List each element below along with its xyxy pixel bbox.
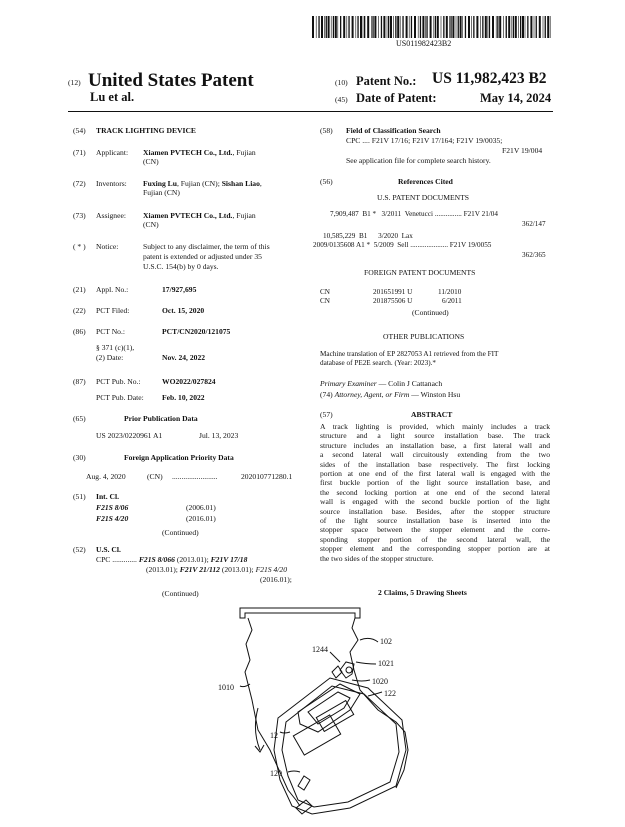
int-cl-1-year: (2006.01)	[186, 503, 216, 512]
barcode-bar	[441, 16, 442, 38]
us-cl-cpc-line-3: (2016.01);	[260, 575, 292, 584]
appl-no: 17/927,695	[162, 285, 197, 294]
primary-examiner: Primary Examiner — Colin J Cattanach	[320, 379, 443, 388]
mount-block	[298, 684, 360, 732]
barcode-bar	[383, 16, 385, 38]
label-1010: 1010	[218, 683, 234, 692]
code-58: (58)	[320, 126, 333, 135]
barcode-bar	[530, 16, 532, 38]
abstract-line: the two sides of the stopper structure.	[320, 553, 434, 563]
pct-filed: Oct. 15, 2020	[162, 306, 205, 315]
barcode-bar	[356, 16, 357, 38]
side-latch-2	[296, 800, 312, 814]
leader-102	[360, 638, 378, 642]
barcode-bar	[508, 16, 510, 38]
barcode-bar	[543, 16, 544, 38]
barcode-bar	[449, 16, 450, 38]
assignee-country: (CN)	[143, 220, 159, 229]
housing	[274, 678, 406, 814]
label-1244: 1244	[312, 645, 328, 654]
date-label: Date of Patent:	[356, 91, 437, 105]
barcode-bar	[527, 16, 528, 38]
barcode-bar	[381, 16, 382, 38]
barcode-bar	[338, 16, 339, 38]
barcode-bar	[328, 16, 330, 38]
barcode-bar	[452, 16, 454, 38]
barcode-bar	[331, 16, 332, 38]
barcode-bar	[522, 16, 524, 38]
pct-pub-no-label: PCT Pub. No.:	[96, 377, 141, 386]
code-65: (65)	[73, 414, 86, 423]
code-72: (72)	[73, 179, 86, 188]
code-87: (87)	[73, 377, 86, 386]
barcode-bar	[409, 16, 410, 38]
foreign-priority-heading: Foreign Application Priority Data	[124, 453, 234, 462]
patent-figure	[200, 600, 440, 822]
side-latch	[298, 776, 310, 790]
foreign-ref-no: 201651991 U	[373, 288, 413, 296]
barcode-bar	[393, 16, 394, 38]
code-30: (30)	[73, 453, 86, 462]
code-21: (21)	[73, 285, 86, 294]
us-ref-class-2: 362/365	[522, 251, 546, 259]
barcode-bar	[335, 16, 337, 38]
inventor-short: Lu et al.	[90, 90, 135, 104]
barcode-bar	[363, 16, 364, 38]
notice-label: Notice:	[96, 242, 119, 251]
code-star: ( * )	[73, 242, 86, 251]
patent-no-label: Patent No.:	[356, 74, 417, 88]
barcode-bar	[316, 16, 317, 38]
barcode-bar	[550, 16, 551, 38]
abstract-line: the second locking portion at one end of the second lateral	[320, 487, 550, 497]
prior-pub-date: Jul. 13, 2023	[199, 431, 239, 440]
prior-pub-heading: Prior Publication Data	[124, 414, 198, 423]
label-102: 102	[380, 637, 392, 646]
abstract-line: a second lateral wall circuitously extending from the two	[320, 450, 550, 460]
notice-line-1: Subject to any disclaimer, the term of this	[143, 242, 270, 251]
barcode-bar	[492, 16, 494, 38]
pct-pub-date: Feb. 10, 2022	[162, 393, 205, 402]
other-pub-line-2: database of PE2E search. (Year: 2023).*	[320, 359, 437, 367]
assignee-label: Assignee:	[96, 211, 126, 220]
driver-box	[293, 715, 340, 755]
code-45: (45)	[335, 95, 348, 104]
barcode-bar	[321, 16, 323, 38]
other-pub-line-1: Machine translation of EP 2827053 A1 retrieved from the FIT	[320, 350, 499, 358]
barcode	[312, 16, 552, 38]
barcode-bar	[497, 16, 498, 38]
barcode-bar	[534, 16, 535, 38]
leader-1021	[356, 662, 376, 664]
patent-number: US 11,982,423 B2	[432, 70, 547, 87]
header-rule	[68, 111, 553, 112]
barcode-bar	[512, 16, 513, 38]
barcode-bar	[343, 16, 345, 38]
int-cl-1: F21S 8/06	[96, 503, 129, 512]
barcode-bar	[462, 16, 463, 38]
pct-filed-label: PCT Filed:	[96, 306, 130, 315]
code-52: (52)	[73, 545, 86, 554]
barcode-bar	[312, 16, 314, 38]
barcode-bar	[503, 16, 504, 38]
pct-no-label: PCT No.:	[96, 327, 125, 336]
barcode-bar	[513, 16, 514, 38]
pct-no: PCT/CN2020/121075	[162, 327, 231, 336]
barcode-bar	[480, 16, 481, 38]
code-56: (56)	[320, 177, 333, 186]
us-cl-label: U.S. Cl.	[96, 545, 121, 554]
field-search-heading: Field of Classification Search	[346, 126, 441, 135]
abstract-line: sides of the installation base respectively. The first locking	[320, 459, 550, 469]
barcode-bar	[318, 16, 319, 38]
applicant-value: Xiamen PVTECH Co., Ltd., Fujian	[143, 148, 256, 157]
barcode-bar	[435, 16, 436, 38]
notice-line-3: U.S.C. 154(b) by 0 days.	[143, 262, 219, 271]
notice-line-2: patent is extended or adjusted under 35	[143, 252, 262, 261]
patent-date: May 14, 2024	[480, 91, 552, 105]
barcode-bar	[539, 16, 541, 38]
abstract-line: portion at one end of the first lateral wall is engaged with the	[320, 469, 550, 479]
pivot-circle	[346, 667, 352, 673]
barcode-bar	[418, 16, 419, 38]
code-22: (22)	[73, 306, 86, 315]
track-outline	[240, 608, 360, 618]
leader-120	[288, 771, 300, 772]
field-search-line-1: CPC .... F21V 17/16; F21V 17/164; F21V 19/0035;	[346, 136, 503, 145]
barcode-bar	[506, 16, 507, 38]
label-120: 120	[270, 769, 282, 778]
leader-122	[368, 692, 382, 696]
barcode-bar	[473, 16, 474, 38]
barcode-bar	[450, 16, 451, 38]
mount-block-inner	[308, 692, 350, 724]
code-10: (10)	[335, 78, 348, 87]
code-12: (12)	[68, 78, 81, 87]
abstract-line: first buckle portion of the light source installation base, and	[320, 478, 550, 488]
inventor-2-location: Fujian (CN)	[143, 188, 180, 197]
label-122: 122	[384, 689, 396, 698]
us-cl-cpc-line-1: CPC ............. F21S 8/066 (2013.01); F21V 17/18	[96, 555, 248, 564]
barcode-bar	[326, 16, 327, 38]
code-86: (86)	[73, 327, 86, 336]
foreign-ref-no: 201875506 U	[373, 297, 413, 305]
s371-line-1: § 371 (c)(1),	[96, 343, 135, 352]
barcode-bar	[388, 16, 389, 38]
field-search-line-2: F21V 19/004	[502, 146, 543, 155]
barcode-bar	[536, 16, 537, 38]
barcode-bar	[402, 16, 403, 38]
barcode-bar	[460, 16, 462, 38]
barcode-bar	[397, 16, 399, 38]
us-ref-row: 2009/0135608 A1 * 5/2009 Sell ..................... F21V 19/0055	[313, 241, 492, 249]
s371-date: Nov. 24, 2022	[162, 353, 206, 362]
barcode-bar	[468, 16, 470, 38]
barcode-bar	[348, 16, 349, 38]
int-cl-2-year: (2016.01)	[186, 514, 216, 523]
abstract-line: structure and a light source installation base. The track	[320, 431, 550, 441]
barcode-bar	[390, 16, 392, 38]
barcode-bar	[426, 16, 427, 38]
refs-continued: (Continued)	[412, 308, 449, 317]
barcode-bar	[411, 16, 412, 38]
label-1021: 1021	[378, 659, 394, 668]
abstract-line: wall is engaged with the second buckle portion of the light	[320, 497, 550, 507]
barcode-bar	[422, 16, 424, 38]
abstract-line: stopper element and the corresponding stopper portion are at	[320, 544, 550, 554]
attorney: (74) Attorney, Agent, or Firm — Winston Hsu	[320, 390, 461, 399]
code-51: (51)	[73, 492, 86, 501]
spring-detail	[332, 666, 342, 678]
driver-box-2	[316, 701, 353, 732]
field-search-line-3: See application file for complete search history.	[346, 156, 491, 165]
us-cl-continued: (Continued)	[162, 589, 199, 598]
barcode-bar	[371, 16, 372, 38]
barcode-bar	[333, 16, 334, 38]
barcode-bar	[489, 16, 490, 38]
barcode-bar	[471, 16, 472, 38]
foreign-docs-heading: FOREIGN PATENT DOCUMENTS	[364, 268, 476, 277]
barcode-bar	[352, 16, 354, 38]
foreign-ref-row: CN	[320, 297, 330, 305]
applicant-country: (CN)	[143, 157, 159, 166]
track-right-wall	[350, 618, 408, 788]
barcode-bar	[324, 16, 325, 38]
barcode-bar	[357, 16, 358, 38]
us-ref-row: 10,585,229 B1 3/2020 Lax	[323, 232, 413, 240]
us-ref-class-2: 362/147	[522, 220, 546, 228]
pct-pub-no: WO2022/027824	[162, 377, 216, 386]
abstract-line: A track lighting is provided, which mainly includes a track	[320, 422, 550, 431]
leader-1020	[352, 680, 370, 681]
barcode-bar	[518, 16, 519, 38]
barcode-bar	[374, 16, 376, 38]
barcode-bar	[414, 16, 416, 38]
barcode-bar	[360, 16, 362, 38]
barcode-bar	[406, 16, 408, 38]
barcode-bar	[456, 16, 457, 38]
prior-pub-no: US 2023/0220961 A1	[96, 431, 163, 440]
label-1020: 1020	[372, 677, 388, 686]
applicant-label: Applicant:	[96, 148, 129, 157]
code-71: (71)	[73, 148, 86, 157]
int-cl-label: Int. Cl.	[96, 492, 119, 501]
barcode-bar	[446, 16, 448, 38]
abstract-line: of the light source installation base is inserted into the	[320, 516, 550, 526]
barcode-bar	[520, 16, 521, 38]
barcode-bar	[434, 16, 435, 38]
barcode-bar	[395, 16, 396, 38]
label-12: 12	[270, 731, 278, 740]
barcode-bar	[499, 16, 501, 38]
abstract-line: structure includes an installation base, a first lateral wall and	[320, 440, 550, 450]
abstract-line: sponding stopper portion of the second lateral wall, the	[320, 534, 550, 544]
int-cl-2: F21S 4/20	[96, 514, 129, 523]
barcode-bar	[547, 16, 549, 38]
inventors-value: Fuxing Lu, Fujian (CN); Sishan Liao,	[143, 179, 262, 188]
foreign-priority-number: 202010771280.1	[241, 472, 293, 481]
barcode-number: US011982423B2	[396, 39, 452, 48]
barcode-bar	[387, 16, 388, 38]
barcode-bar	[364, 16, 365, 38]
patent-type: United States Patent	[88, 70, 254, 91]
us-cl-cpc-line-2: (2013.01); F21V 21/112 (2013.01); F21S 4/20	[146, 565, 288, 574]
barcode-bar	[525, 16, 526, 38]
int-cl-continued: (Continued)	[162, 528, 199, 537]
barcode-bar	[367, 16, 369, 38]
abstract-line: source installation base. Besides, after the stopper structure	[320, 506, 550, 516]
code-57: (57)	[320, 410, 333, 419]
barcode-bar	[420, 16, 421, 38]
code-54: (54)	[73, 126, 86, 135]
barcode-bar	[372, 16, 373, 38]
code-73: (73)	[73, 211, 86, 220]
pct-pub-date-label: PCT Pub. Date:	[96, 393, 144, 402]
barcode-bar	[488, 16, 489, 38]
foreign-ref-date: 11/2010	[438, 288, 462, 296]
barcode-bar	[430, 16, 432, 38]
foreign-priority-dots: ........................	[172, 472, 218, 481]
barcode-bar	[425, 16, 426, 38]
barcode-bar	[458, 16, 459, 38]
foreign-ref-date: 6/2011	[442, 297, 462, 305]
barcode-bar	[496, 16, 497, 38]
barcode-bar	[340, 16, 341, 38]
abstract-text	[320, 422, 550, 563]
barcode-bar	[482, 16, 483, 38]
claims-summary: 2 Claims, 5 Drawing Sheets	[378, 588, 467, 597]
abstract-line: stopper space between the stopper element and the corre-	[320, 525, 550, 535]
barcode-bar	[347, 16, 348, 38]
other-pubs-heading: OTHER PUBLICATIONS	[383, 332, 465, 341]
foreign-priority-date: Aug. 4, 2020	[86, 472, 126, 481]
barcode-bar	[515, 16, 517, 38]
barcode-bar	[545, 16, 546, 38]
leader-1244	[330, 652, 340, 662]
us-ref-row: 7,909,487 B1 * 3/2011 Venetucci ............... F21V 21/04	[330, 210, 498, 218]
barcode-bar	[400, 16, 401, 38]
barcode-bar	[465, 16, 466, 38]
foreign-ref-row: CN	[320, 288, 330, 296]
references-heading: References Cited	[398, 177, 453, 186]
assignee-value: Xiamen PVTECH Co., Ltd., Fujian	[143, 211, 256, 220]
barcode-bar	[437, 16, 439, 38]
s371-line-2: (2) Date:	[96, 353, 124, 362]
abstract-heading: ABSTRACT	[411, 410, 453, 419]
barcode-bar	[378, 16, 379, 38]
barcode-bar	[443, 16, 444, 38]
foreign-priority-country: (CN)	[147, 472, 163, 481]
inventors-label: Inventors:	[96, 179, 127, 188]
barcode-bar	[476, 16, 478, 38]
barcode-bar	[485, 16, 487, 38]
appl-no-label: Appl. No.:	[96, 285, 129, 294]
invention-title: TRACK LIGHTING DEVICE	[96, 126, 197, 135]
us-docs-heading: U.S. PATENT DOCUMENTS	[377, 193, 469, 202]
